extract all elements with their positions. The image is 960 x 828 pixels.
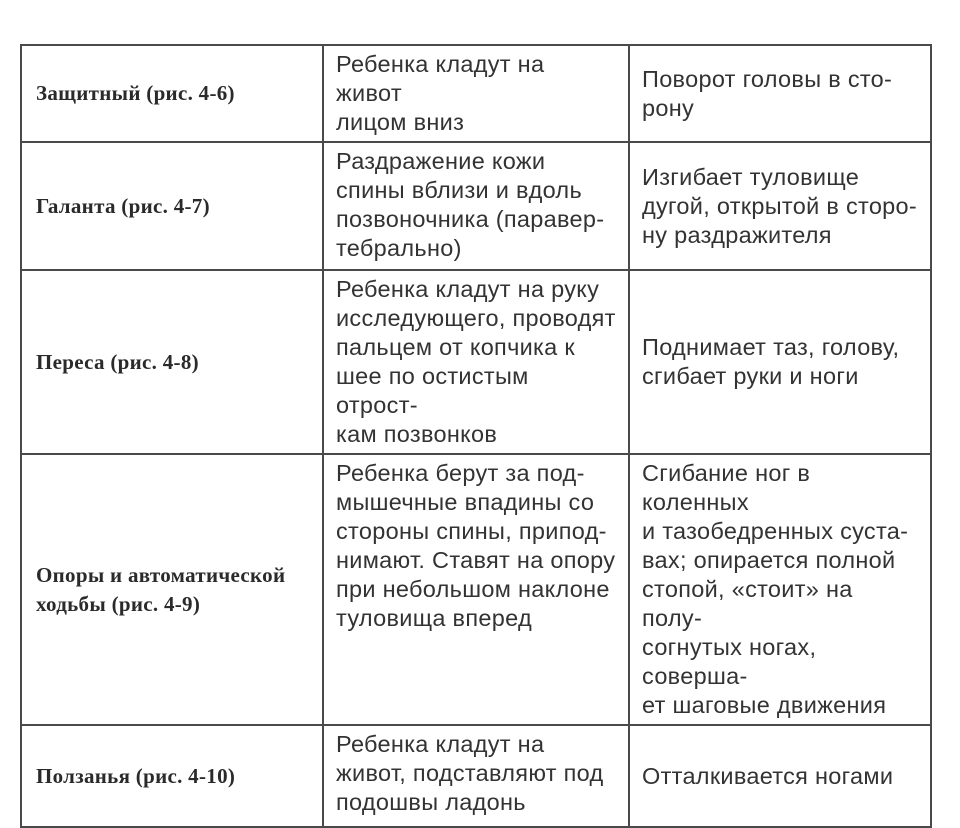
reflex-name-cell: Переса (рис. 4-8): [21, 270, 323, 454]
response-cell: Поднимает таз, голову, сгибает руки и ноги: [629, 270, 931, 454]
method-cell: Ребенка кладут на живот лицом вниз: [323, 45, 629, 142]
reflex-name-cell: Ползанья (рис. 4-10): [21, 725, 323, 827]
table-row: [21, 45, 931, 142]
response-cell: Сгибание ног в коленных и тазобедренных суста- вах; опирается полной стопой, «стоит» на полу- согнутых ногах, соверша- ет шаговые движения: [629, 454, 931, 725]
method-cell: Ребенка берут за под- мышечные впадины со стороны спины, припод- нимают. Ставят на опору при небольшом наклоне туловища вперед: [323, 454, 629, 725]
response-cell: Поворот головы в сто- рону: [629, 45, 931, 142]
table-row: [21, 270, 931, 454]
response-cell: Отталкивается ногами: [629, 725, 931, 827]
method-cell: Ребенка кладут на руку исследующего, проводят пальцем от копчика к шее по остистым отрост- кам позвонков: [323, 270, 629, 454]
method-cell: Ребенка кладут на живот, подставляют под подошвы ладонь: [323, 725, 629, 827]
table-row: [21, 454, 931, 725]
method-cell: Раздражение кожи спины вблизи и вдоль позвоночника (паравер- тебрально): [323, 142, 629, 270]
table-row: [21, 725, 931, 827]
response-cell: Изгибает туловище дугой, открытой в сторо- ну раздражителя: [629, 142, 931, 270]
reflex-name-cell: Галанта (рис. 4-7): [21, 142, 323, 270]
table-row: [21, 142, 931, 270]
reflex-table: [20, 44, 932, 828]
reflex-name-cell: Защитный (рис. 4-6): [21, 45, 323, 142]
reflex-name-cell: Опоры и автоматической ходьбы (рис. 4-9): [21, 454, 323, 725]
